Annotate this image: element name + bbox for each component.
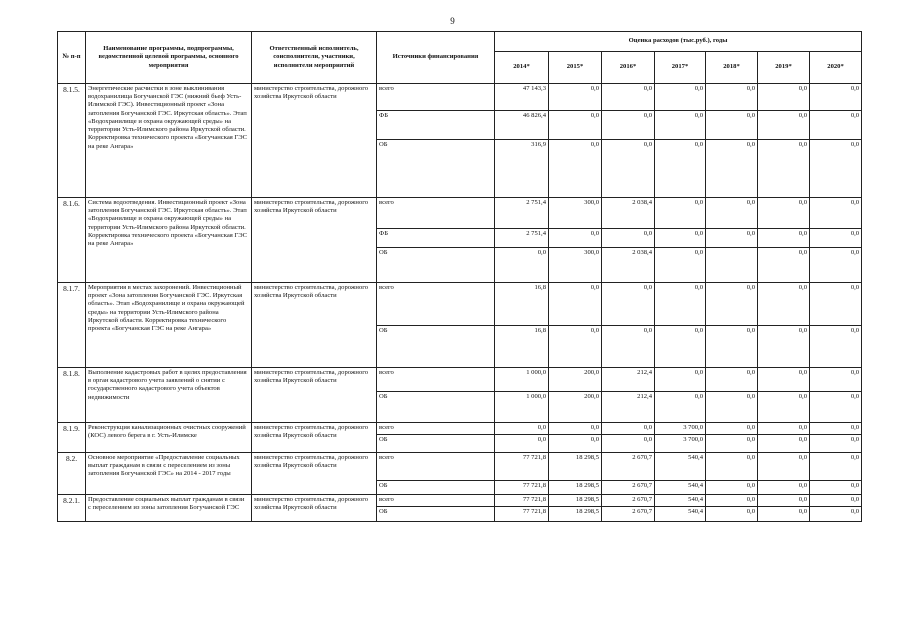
cost-value: 0,0 [706, 368, 758, 392]
cost-value: 0,0 [602, 111, 655, 140]
row-responsible: министерство строительства, дорожного хозяйства Иркутской области [252, 198, 377, 283]
cost-value: 0,0 [758, 140, 810, 198]
cost-value: 0,0 [810, 198, 862, 229]
cost-value: 1 000,0 [495, 392, 549, 423]
funding-source: всего [377, 453, 495, 481]
cost-value: 0,0 [758, 495, 810, 507]
cost-value: 0,0 [495, 435, 549, 453]
table-row [58, 423, 862, 435]
page-number: 9 [450, 16, 455, 26]
cost-value: 0,0 [706, 495, 758, 507]
cost-value: 16,8 [495, 283, 549, 326]
cost-value: 46 826,4 [495, 111, 549, 140]
cost-value: 77 721,8 [495, 453, 549, 481]
cost-value: 0,0 [602, 84, 655, 111]
cost-value: 0,0 [810, 84, 862, 111]
row-name: Система водоотведения. Инвестиционный проект «Зона затопления Богучанской ГЭС. Иркутская область». Этап «Водохранилище и охрана окружающей среды» на территории Усть-Илимского района Иркутской области. Корректировка технического проекта «Богучанская ГЭС на реке Ангара» [86, 198, 252, 283]
cost-value: 0,0 [706, 423, 758, 435]
cost-value: 0,0 [655, 248, 706, 283]
cost-value: 1 000,0 [495, 368, 549, 392]
funding-source: всего [377, 84, 495, 111]
cost-value: 200,0 [549, 392, 602, 423]
cost-value: 0,0 [549, 423, 602, 435]
funding-source: ОБ [377, 326, 495, 368]
cost-value: 0,0 [655, 368, 706, 392]
cost-value: 2 670,7 [602, 495, 655, 507]
cost-value: 200,0 [549, 368, 602, 392]
cost-value: 18 298,5 [549, 495, 602, 507]
cost-value: 540,4 [655, 453, 706, 481]
table-row [58, 84, 862, 111]
cost-value: 0,0 [495, 423, 549, 435]
cost-value: 0,0 [706, 453, 758, 481]
funding-source: всего [377, 283, 495, 326]
cost-value: 0,0 [655, 140, 706, 198]
cost-value: 0,0 [810, 140, 862, 198]
cost-value: 0,0 [655, 283, 706, 326]
row-name: Выполнение кадастровых работ в целях предоставления в орган кадастрового учета заявлений о снятии с государственного кадастрового учета объектов недвижимости [86, 368, 252, 423]
row-number: 8.1.9. [58, 423, 86, 453]
cost-value: 0,0 [655, 229, 706, 248]
cost-value: 0,0 [810, 229, 862, 248]
cost-value: 0,0 [758, 368, 810, 392]
cost-value: 0,0 [602, 435, 655, 453]
funding-source: ОБ [377, 507, 495, 522]
cost-value: 2 751,4 [495, 229, 549, 248]
cost-value: 0,0 [758, 507, 810, 522]
cost-value: 316,9 [495, 140, 549, 198]
cost-value: 18 298,5 [549, 453, 602, 481]
header-year: 2019* [758, 52, 810, 84]
table-row [58, 453, 862, 481]
funding-source: всего [377, 368, 495, 392]
cost-value: 0,0 [706, 229, 758, 248]
cost-value: 0,0 [810, 248, 862, 283]
cost-value: 0,0 [810, 368, 862, 392]
cost-value: 0,0 [810, 435, 862, 453]
cost-value: 0,0 [758, 326, 810, 368]
cost-value: 0,0 [758, 248, 810, 283]
row-responsible: министерство строительства, дорожного хозяйства Иркутской области [252, 423, 377, 453]
cost-value: 2 670,7 [602, 481, 655, 495]
cost-value: 0,0 [655, 326, 706, 368]
funding-source: ОБ [377, 140, 495, 198]
cost-value: 0,0 [495, 248, 549, 283]
row-number: 8.1.7. [58, 283, 86, 368]
cost-value: 0,0 [549, 140, 602, 198]
header-year: 2017* [655, 52, 706, 84]
cost-value: 0,0 [706, 481, 758, 495]
cost-value: 0,0 [810, 495, 862, 507]
cost-value: 0,0 [810, 481, 862, 495]
row-number: 8.2.1. [58, 495, 86, 522]
cost-value: 0,0 [549, 283, 602, 326]
funding-source: всего [377, 198, 495, 229]
header-year: 2020* [810, 52, 862, 84]
header-responsible: Ответственный исполнитель, соисполнители, участники, исполнители мероприятий [252, 32, 377, 84]
cost-value: 0,0 [810, 111, 862, 140]
funding-source: всего [377, 495, 495, 507]
cost-value: 18 298,5 [549, 507, 602, 522]
cost-value: 0,0 [655, 392, 706, 423]
cost-value: 540,4 [655, 495, 706, 507]
row-responsible: министерство строительства, дорожного хозяйства Иркутской области [252, 84, 377, 198]
cost-value: 3 700,0 [655, 435, 706, 453]
cost-value: 0,0 [602, 423, 655, 435]
header-number: № п-п [58, 32, 86, 84]
cost-value: 0,0 [655, 198, 706, 229]
row-name: Реконструкция канализационных очистных сооружений (КОС) левого берега в г. Усть-Илимске [86, 423, 252, 453]
cost-value: 300,0 [549, 198, 602, 229]
cost-value: 3 700,0 [655, 423, 706, 435]
cost-value: 0,0 [602, 326, 655, 368]
cost-value: 0,0 [706, 435, 758, 453]
cost-value: 0,0 [602, 229, 655, 248]
cost-value: 0,0 [810, 507, 862, 522]
cost-value: 47 143,3 [495, 84, 549, 111]
cost-value: 0,0 [549, 326, 602, 368]
row-name: Предоставление социальных выплат гражданам в связи с переселением из зоны затопления Богучанской ГЭС [86, 495, 252, 522]
cost-value: 2 670,7 [602, 507, 655, 522]
row-number: 8.1.8. [58, 368, 86, 423]
funding-source: ОБ [377, 248, 495, 283]
cost-value: 0,0 [549, 111, 602, 140]
cost-value: 0,0 [758, 84, 810, 111]
funding-source: всего [377, 423, 495, 435]
cost-value: 0,0 [758, 435, 810, 453]
cost-value: 0,0 [706, 507, 758, 522]
cost-value [706, 248, 758, 283]
cost-value: 0,0 [655, 111, 706, 140]
row-name: Энергетические расчистки в зоне выклинивания водохранилища Богучанской ГЭС (нижний бьеф Усть-Илимской ГЭС). Инвестиционный проект «Зона затопления Богучанской ГЭС. Иркутская область». Этап «Водохранилище и охрана окружающей среды» на территории Усть-Илимского района Иркутской области. Корректировка технического проекта «Богучанская ГЭС на реке Ангара» [86, 84, 252, 198]
cost-value: 0,0 [758, 481, 810, 495]
cost-value: 0,0 [810, 392, 862, 423]
row-number: 8.2. [58, 453, 86, 495]
header-year: 2016* [602, 52, 655, 84]
header-year: 2015* [549, 52, 602, 84]
cost-value: 0,0 [602, 283, 655, 326]
cost-value: 0,0 [706, 140, 758, 198]
table-body [58, 84, 862, 522]
cost-value: 2 038,4 [602, 248, 655, 283]
cost-value: 0,0 [706, 84, 758, 111]
cost-value: 0,0 [706, 198, 758, 229]
row-name: Основное мероприятие «Предоставление социальных выплат гражданам в связи с переселением из зоны затопления Богучанской ГЭС» на 2014 - 2017 годы [86, 453, 252, 495]
row-number: 8.1.5. [58, 84, 86, 198]
cost-value: 300,0 [549, 248, 602, 283]
funding-source: ФБ [377, 229, 495, 248]
cost-value: 212,4 [602, 368, 655, 392]
cost-value: 0,0 [549, 229, 602, 248]
cost-value: 0,0 [549, 84, 602, 111]
cost-value: 2 751,4 [495, 198, 549, 229]
cost-value: 0,0 [758, 392, 810, 423]
table-row [58, 198, 862, 229]
cost-value: 0,0 [706, 283, 758, 326]
cost-value: 540,4 [655, 481, 706, 495]
cost-value: 540,4 [655, 507, 706, 522]
cost-value: 0,0 [758, 111, 810, 140]
row-responsible: министерство строительства, дорожного хозяйства Иркутской области [252, 283, 377, 368]
table-row [58, 283, 862, 326]
row-responsible: министерство строительства, дорожного хозяйства Иркутской области [252, 368, 377, 423]
cost-value: 77 721,8 [495, 481, 549, 495]
row-responsible: министерство строительства, дорожного хозяйства Иркутской области [252, 495, 377, 522]
row-number: 8.1.6. [58, 198, 86, 283]
cost-value: 212,4 [602, 392, 655, 423]
cost-value: 16,8 [495, 326, 549, 368]
cost-value: 0,0 [706, 392, 758, 423]
cost-value: 0,0 [810, 423, 862, 435]
cost-value: 0,0 [810, 283, 862, 326]
cost-value: 0,0 [810, 326, 862, 368]
cost-value: 2 670,7 [602, 453, 655, 481]
cost-value: 77 721,8 [495, 495, 549, 507]
cost-value: 0,0 [758, 453, 810, 481]
header-sources: Источники финансирования [377, 32, 495, 84]
row-name: Мероприятия в местах захоронений. Инвестиционный проект «Зона затопления Богучанской ГЭС. Иркутская область». Этап «Водохранилище и охрана окружающей среды» на территории Усть-Илимского района Иркутской области. Корректировка технического проекта «Богучанская ГЭС на реке Ангара» [86, 283, 252, 368]
table-row [58, 368, 862, 392]
cost-value: 2 038,4 [602, 198, 655, 229]
funding-source: ОБ [377, 481, 495, 495]
header-year: 2014* [495, 52, 549, 84]
cost-value: 0,0 [706, 326, 758, 368]
cost-value: 0,0 [602, 140, 655, 198]
cost-value: 0,0 [758, 229, 810, 248]
cost-value: 0,0 [758, 198, 810, 229]
cost-value: 0,0 [655, 84, 706, 111]
budget-table [57, 31, 862, 522]
cost-value: 0,0 [758, 423, 810, 435]
funding-source: ОБ [377, 435, 495, 453]
cost-value: 0,0 [706, 111, 758, 140]
funding-source: ФБ [377, 111, 495, 140]
row-responsible: министерство строительства, дорожного хозяйства Иркутской области [252, 453, 377, 495]
header-name: Наименование программы, подпрограммы, ведомственной целевой программы, основного мероприятия [86, 32, 252, 84]
cost-value: 0,0 [549, 435, 602, 453]
cost-value: 0,0 [758, 283, 810, 326]
header-estimate: Оценка расходов (тыс.руб.), годы [495, 32, 862, 52]
header-year: 2018* [706, 52, 758, 84]
cost-value: 18 298,5 [549, 481, 602, 495]
cost-value: 0,0 [810, 453, 862, 481]
table-row [58, 495, 862, 507]
cost-value: 77 721,8 [495, 507, 549, 522]
funding-source: ОБ [377, 392, 495, 423]
